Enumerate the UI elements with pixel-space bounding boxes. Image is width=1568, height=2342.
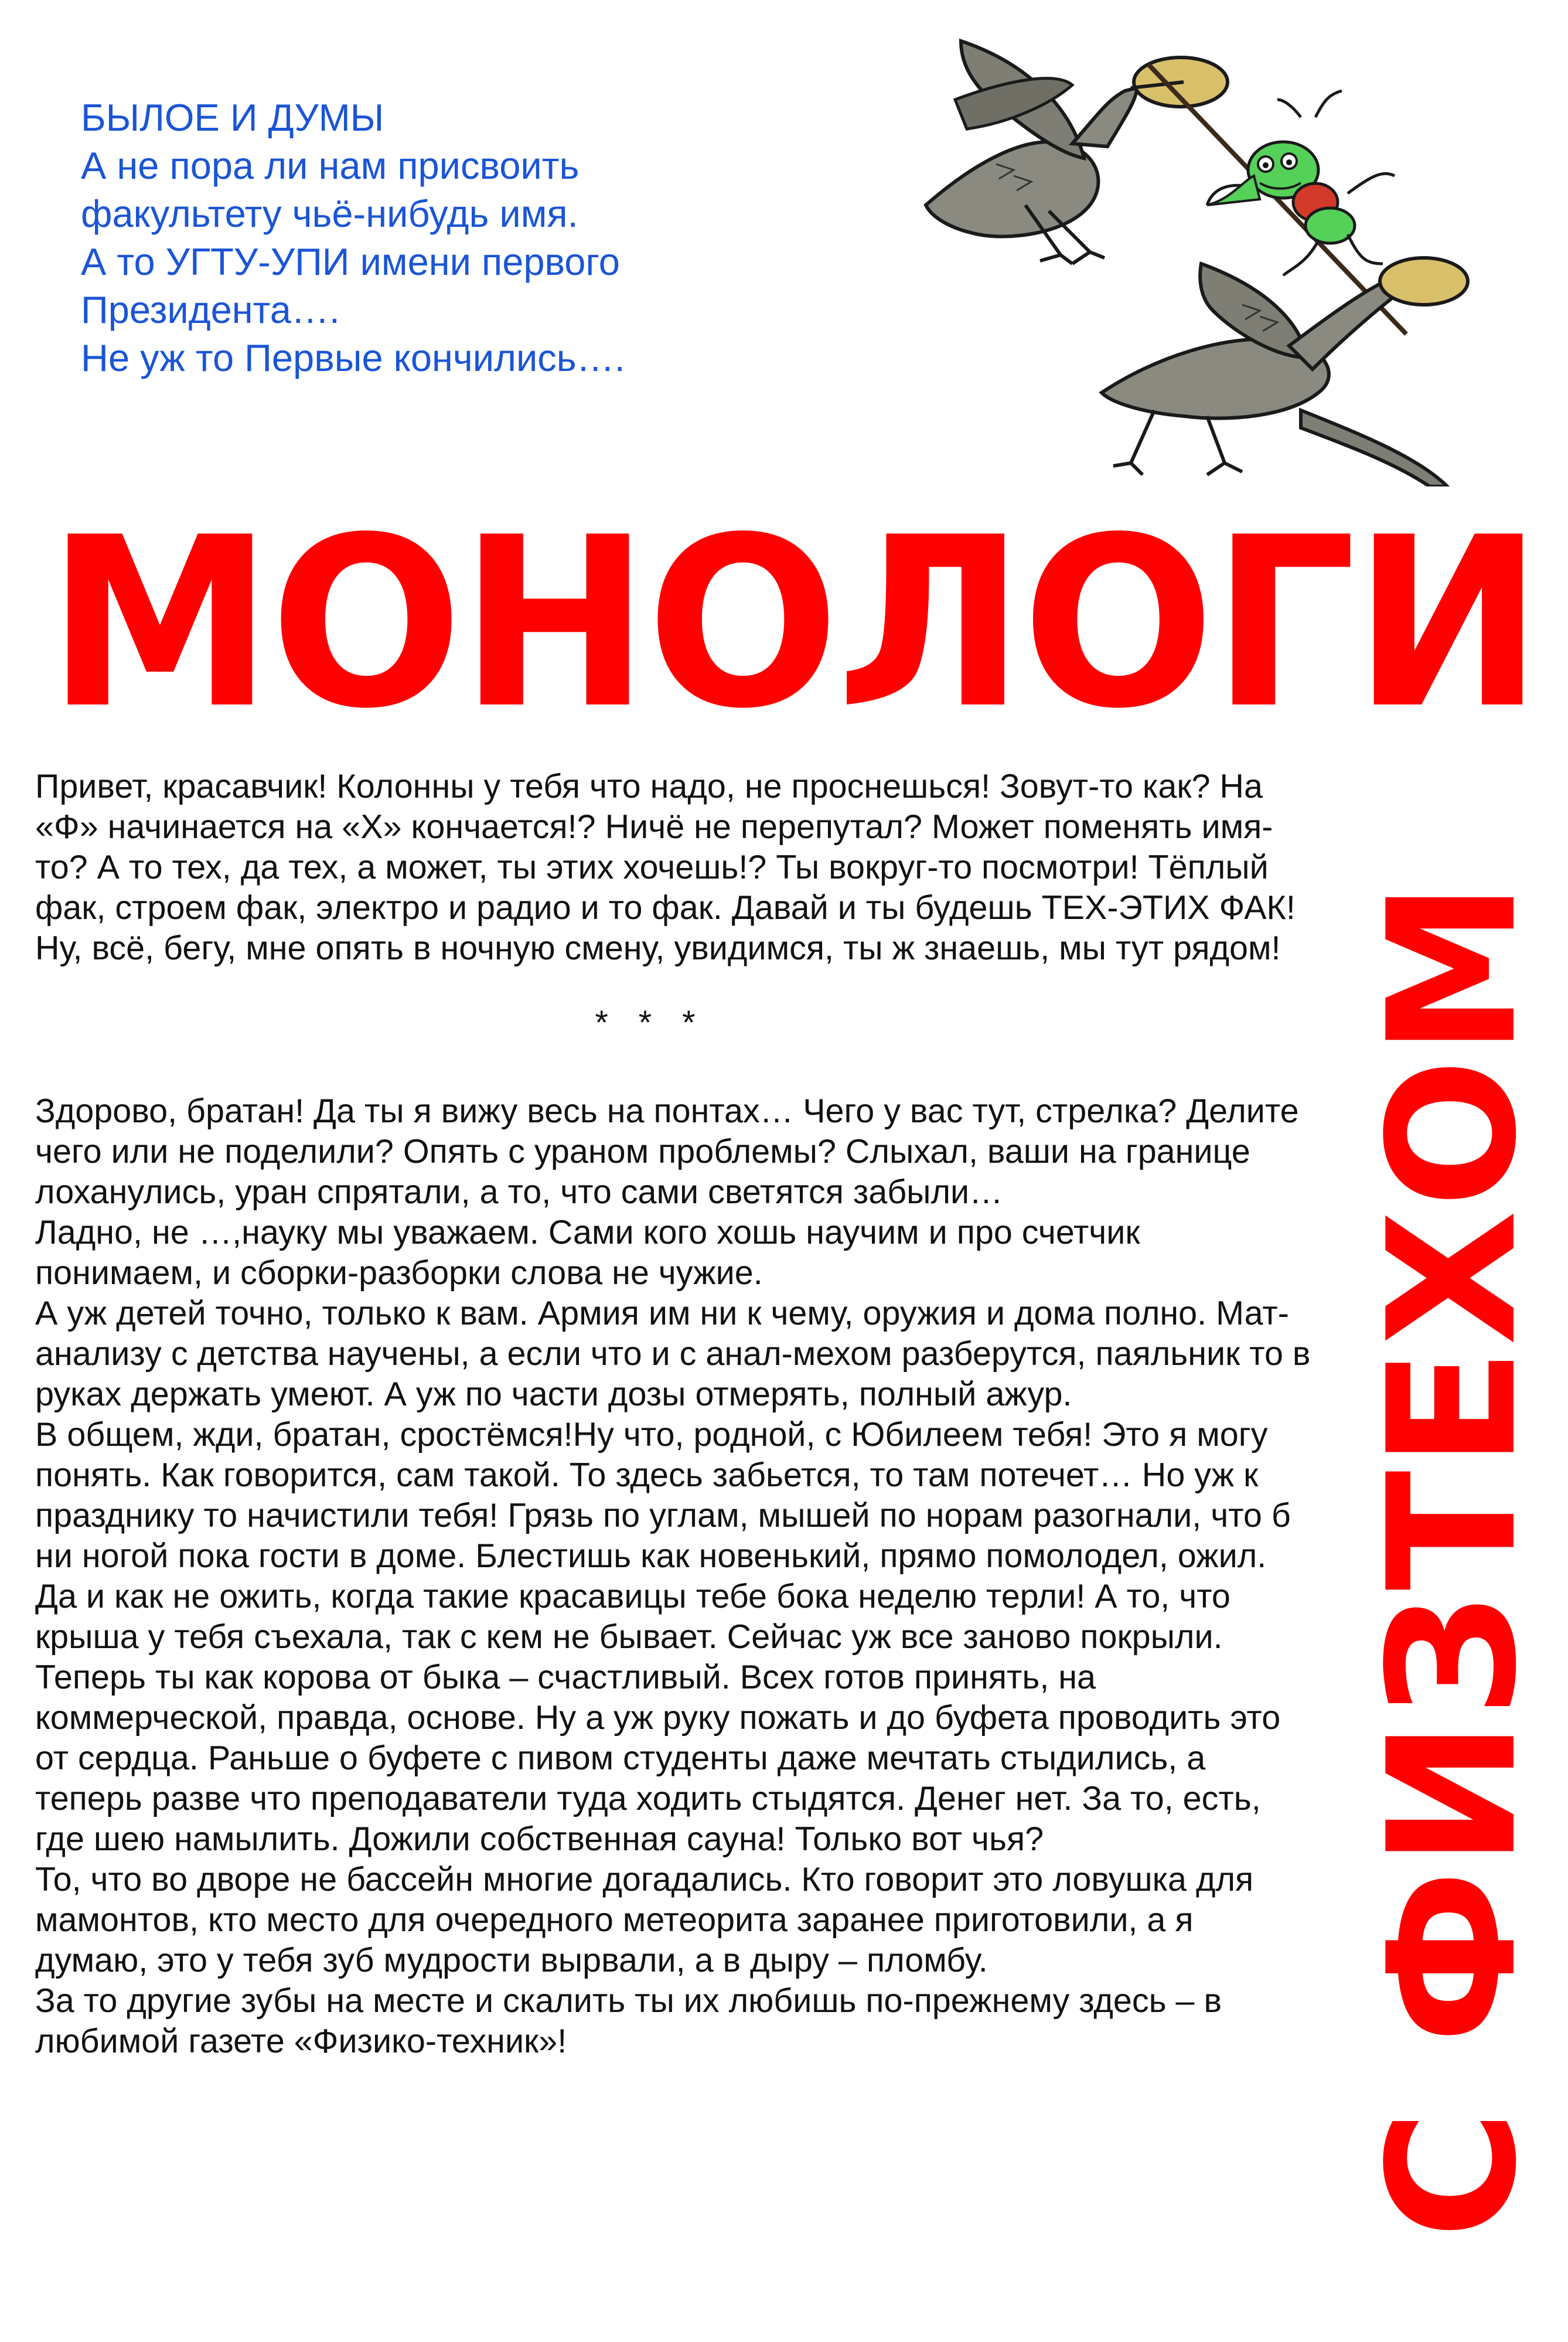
page-title: МОНОЛОГИ (47, 488, 1540, 760)
article-body (35, 767, 1313, 2062)
intro-line: Не уж то Первые кончились…. (81, 336, 625, 379)
monologue-paragraph: Ладно, не …,науку мы уважаем. Сами кого хошь научим и про счетчик понимаем, и сборки-разборки слова не чужие. (35, 1214, 1140, 1292)
section-separator: * * * (595, 1004, 706, 1041)
intro-line: А не пора ли нам присвоить (81, 144, 580, 187)
upper-goose-drawing (926, 41, 1228, 264)
monologue-paragraph: То, что во дворе не бассейн многие догадались. Кто говорит это ловушка для мамонтов, кто место для очередного метеорита заранее приготовили, а я думаю, это у тебя зуб мудрости вырвали, а в дыру – пломбу. (35, 1861, 1254, 1979)
intro-line: Президента…. (81, 288, 340, 331)
monologue-paragraph: Ну, всё, бегу, мне опять в ночную смену, увидимся, ты ж знаешь, мы тут рядом! (35, 930, 1281, 967)
intro-heading: БЫЛОЕ И ДУМЫ (81, 96, 384, 139)
vertical-subtitle-wrap (1348, 727, 1559, 2239)
green-frog-drawing (1207, 91, 1395, 275)
monologue-paragraph: Здорово, братан! Да ты я вижу весь на понтах… Чего у вас тут, стрелка? Делите чего или не поделили? Опять с ураном проблемы? Слыхал, ваши на границе лоханулись, уран спрятали, а то, что сами светятся забыли… (35, 1092, 1299, 1211)
intro-block (81, 94, 901, 382)
monologue-paragraph: А уж детей точно, только к вам. Армия им ни к чему, оружия и дома полно. Мат-анализу с детства научены, а если что и с анал-мехом разберутся, паяльник то в руках держать умеют. А уж по части дозы отмерять, полный ажур. (35, 1295, 1311, 1413)
vertical-subtitle: С ФИЗТЕХОМ (1351, 879, 1555, 2239)
flying-geese-frog-illustration (879, 29, 1494, 486)
monologue-paragraph: За то другие зубы на месте и скалить ты их любишь по-прежнему здесь – в любимой газете «Физико-техник»! (35, 1982, 1222, 2060)
monologue-paragraph: В общем, жди, братан, сростёмся!Ну что, родной, с Юбилеем тебя! Это я могу понять. Как говорится, сам такой. То здесь забьется, то там потечет… Но уж к празднику то начистили тебя! Грязь по углам, мышей по норам разогнали, что б ни ногой пока гости в доме. Блестишь как новенький, прямо помолодел, ожил. Да и как не ожить, когда такие красавицы тебе бока неделю терли! А то, что крыша у тебя съехала, так с кем не бывает. Сейчас уж все заново покрыли. Теперь ты как корова от быка – счастливый. Всех готов принять, на коммерческой, правда, основе. Ну а уж руку пожать и до буфета проводить это от сердца. Раньше о буфете с пивом студенты даже мечтать стыдились, а теперь разве что преподаватели туда ходить стыдятся. Денег нет. За то, есть, где шею намылить. Дожили собственная сауна! Только вот чья? (35, 1416, 1291, 1858)
lower-goose-drawing (1102, 258, 1468, 486)
intro-line: А то УГТУ-УПИ имени первого (81, 240, 620, 283)
monologue-paragraph: Привет, красавчик! Колонны у тебя что надо, не проснешься! Зовут-то как? На «Ф» начинается на «Х» кончается!? Ничё не перепутал? Может поменять имя-то? А то тех, да тех, а может, ты этих хочешь!? Ты вокруг-то посмотри! Тёплый фак, строем фак, электро и радио и то фак. Давай и ты будешь ТЕХ-ЭТИХ ФАК! (35, 768, 1296, 927)
intro-line: факультету чьё-нибудь имя. (81, 192, 578, 235)
